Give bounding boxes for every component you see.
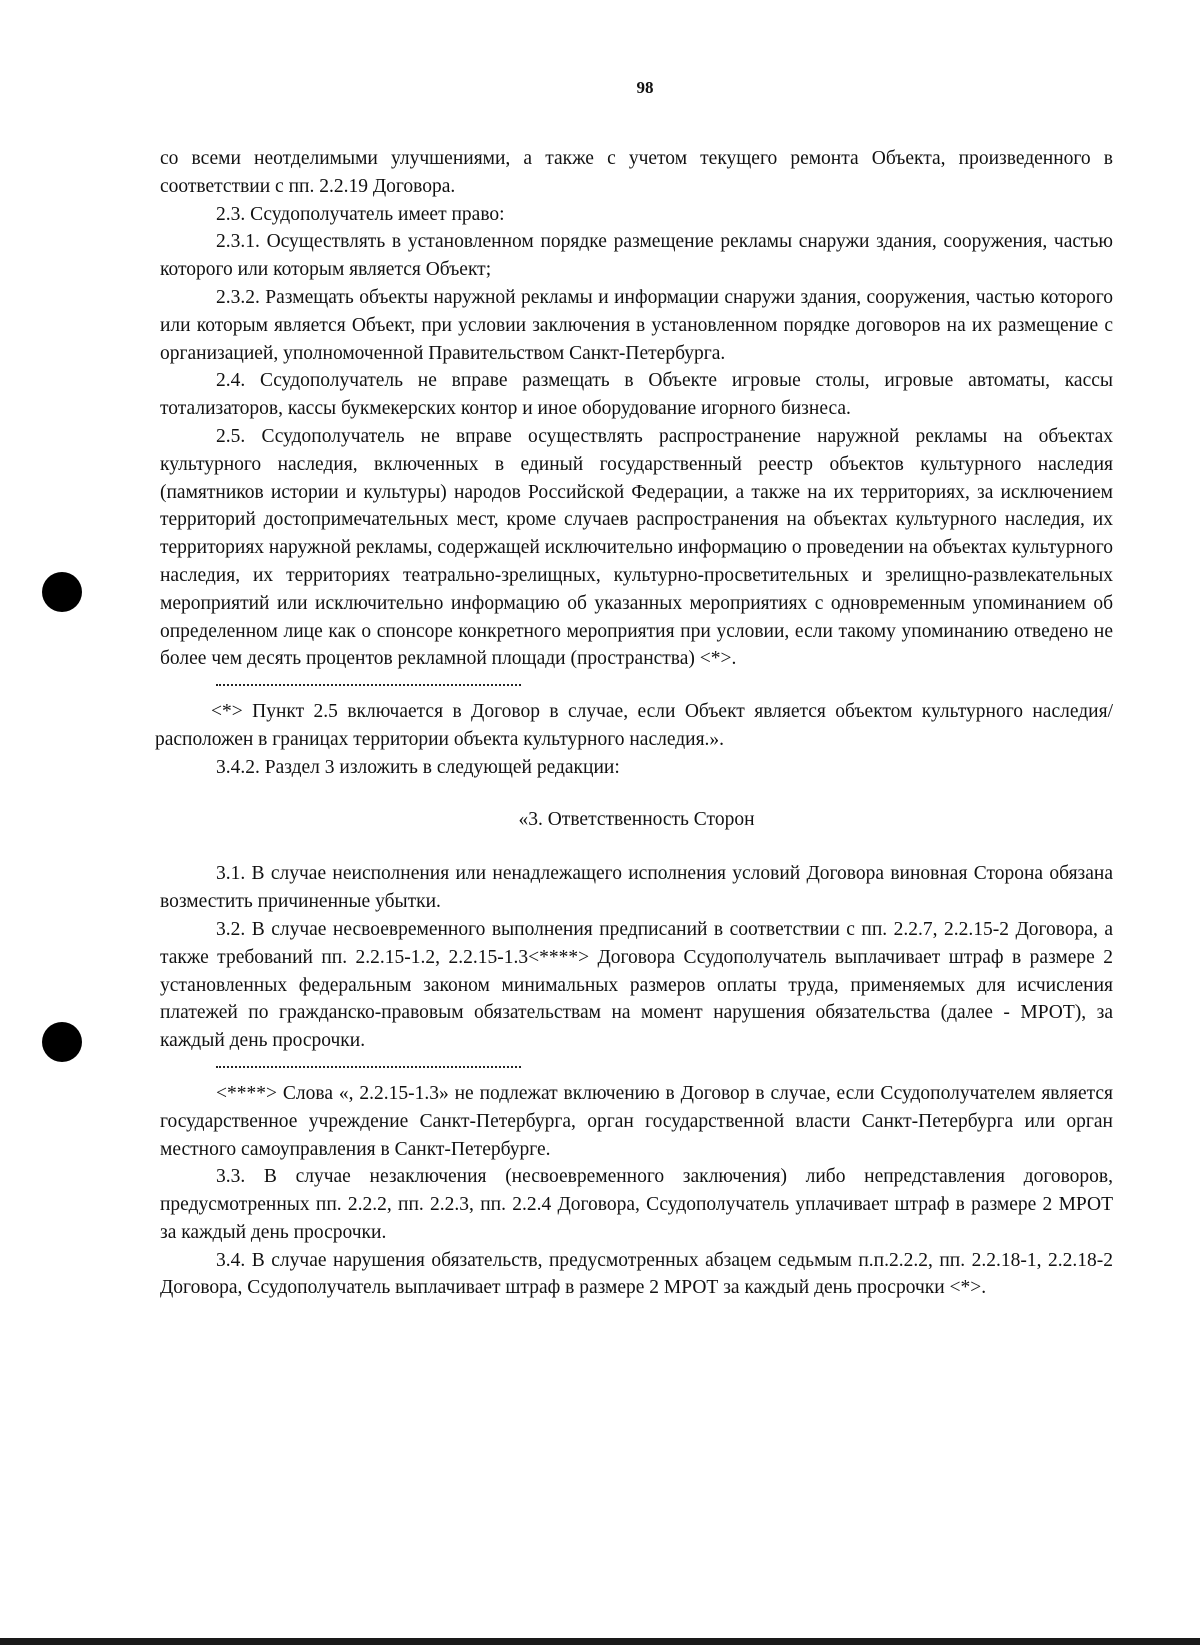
clause-2-3-2: 2.3.2. Размещать объекты наружной рекламы и информации снаружи здания, сооружения, частью которого или которым является Объект, при условии заключения в установленном порядке договоров на их размещение с организацией, уполномоченной Правительством Санкт-Петербурга.: [160, 286, 1113, 364]
punch-hole-bottom: [42, 1022, 82, 1062]
scan-bottom-edge: [0, 1638, 1200, 1645]
clause-2-4: 2.4. Ссудополучатель не вправе размещать в Объекте игровые столы, игровые автоматы, кассы тотализаторов, кассы букмекерских контор и иное оборудование игорного бизнеса.: [160, 370, 1113, 420]
footnote-four-asterisks: <****> Слова «, 2.2.15-1.3» не подлежат включению в Договор в случае, если Ссудополучателем является государственное учреждение Санкт-Петербурга, орган государственной власти Санкт-Петербурга или орган местного самоуправления в Санкт-Петербурге.: [160, 1082, 1113, 1160]
paragraph-continuation: со всеми неотделимыми улучшениями, а также с учетом текущего ремонта Объекта, произведенного в соответствии с пп. 2.2.19 Договора.: [160, 148, 1113, 197]
clause-3-2: 3.2. В случае несвоевременного выполнения предписаний в соответствии с пп. 2.2.7, 2.2.15-2 Договора, а также требований пп. 2.2.15-1.2, 2.2.15-1.3<****> Договора Ссудополучатель выплачивает штраф в размере 2 установленных федеральным законом минимальных размеров оплаты труда, применяемых для исчисления платежей по гражданско-правовым обязательствам на момент нарушения обязательства (далее - МРОТ), за каждый день просрочки.: [160, 918, 1113, 1052]
page-number: 98: [636, 78, 654, 97]
clause-2-5: 2.5. Ссудополучатель не вправе осуществлять распространение наружной рекламы на объектах культурного наследия, включенных в единый государственный реестр объектов культурного наследия (памятников истории и культуры) народов Российской Федерации, а также на их территориях, за исключением территорий достопримечательных мест, кроме случаев распространения на объектах культурного наследия, их территориях наружной рекламы, содержащей исключительно информацию о проведении на объектах культурного наследия, их территориях театрально-зрелищных, культурно-просветительных и зрелищно-развлекательных мероприятий или исключительно информацию об указанных мероприятиях с одновременным упоминанием об определенном лице как о спонсоре конкретного мероприятия при условии, если такому упоминанию отведено не более чем десять процентов рекламной площади (пространства) <*>.: [160, 425, 1113, 670]
clause-2-3-1: 2.3.1. Осуществлять в установленном порядке размещение рекламы снаружи здания, сооружения, частью которого или которым является Объект;: [160, 231, 1113, 281]
punch-hole-top: [42, 572, 82, 612]
clause-3-1: 3.1. В случае неисполнения или ненадлежащего исполнения условий Договора виновная Сторона обязана возместить причиненные убытки.: [160, 863, 1113, 913]
clause-2-3: 2.3. Ссудополучатель имеет право:: [216, 203, 505, 225]
clause-3-3: 3.3. В случае незаключения (несвоевременного заключения) либо непредставления договоров, предусмотренных пп. 2.2.2, пп. 2.2.3, пп. 2.2.4 Договора, Ссудополучатель уплачивает штраф в размере 2 МРОТ за каждый день просрочки.: [160, 1166, 1113, 1243]
clause-3-4: 3.4. В случае нарушения обязательств, предусмотренных абзацем седьмым п.п.2.2.2, пп. 2.2.18-1, 2.2.18-2 Договора, Ссудополучатель выплачивает штраф в размере 2 МРОТ за каждый день просрочки <*>.: [160, 1249, 1113, 1299]
footnote-separator: [216, 1066, 521, 1068]
footnote-separator: [216, 684, 521, 686]
footnote-asterisk: <*> Пункт 2.5 включается в Договор в случае, если Объект является объектом культурного наследия/расположен в границах территории объекта культурного наследия.».: [155, 701, 1113, 750]
clause-3-4-2: 3.4.2. Раздел 3 изложить в следующей редакции:: [216, 756, 620, 778]
document-body: [155, 145, 1113, 1302]
section-heading: «3. Ответственность Сторон: [518, 808, 755, 830]
